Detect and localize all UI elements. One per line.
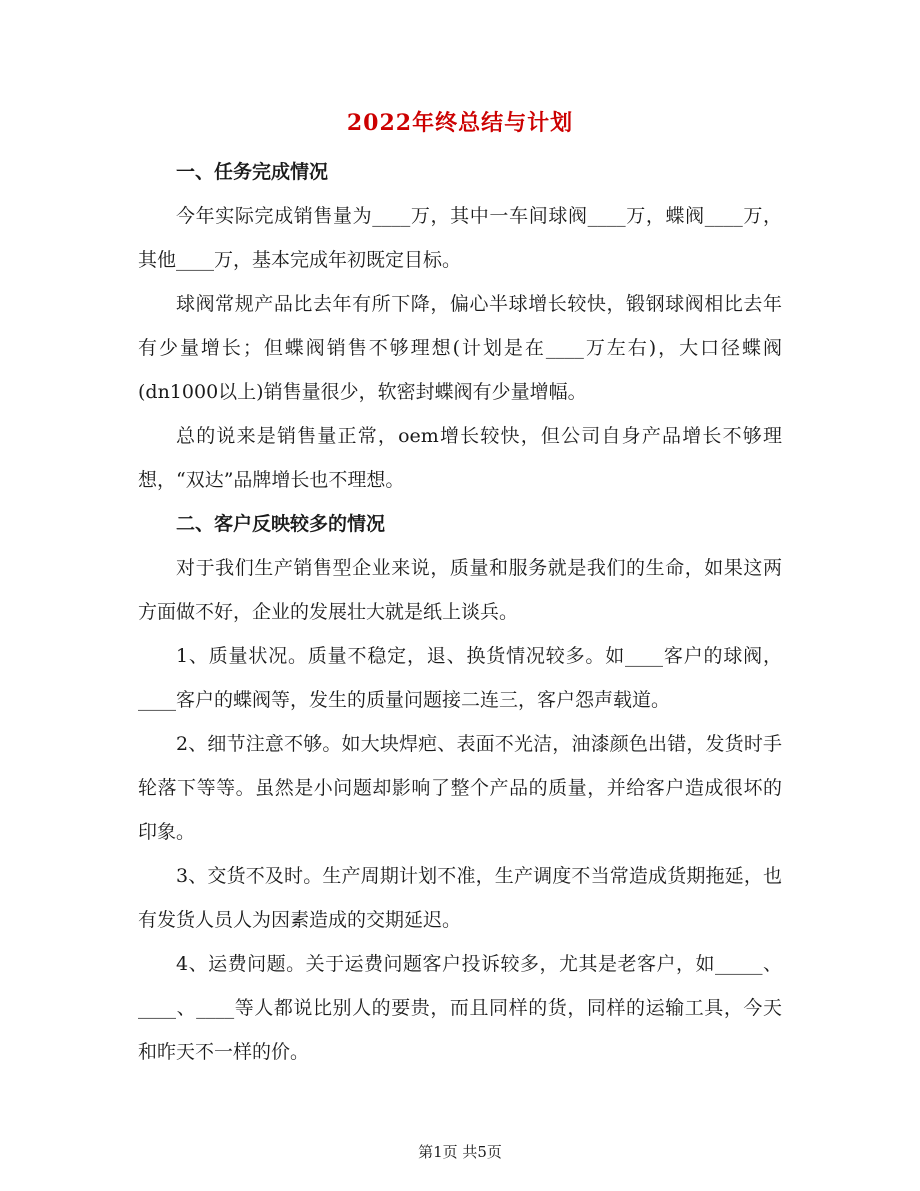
- paragraph-quality-status: 1、质量状况。质量不稳定，退、换货情况较多。如____客户的球阀，____客户的蝶阀等，发生的质量问题接二连三，客户怨声载道。: [138, 645, 782, 711]
- paragraph-quality-and-service: 对于我们生产销售型企业来说，质量和服务就是我们的生命，如果这两方面做不好，企业的发展壮大就是纸上谈兵。: [138, 557, 782, 623]
- document-body: [138, 150, 782, 1074]
- paragraph-delivery: 3、交货不及时。生产周期计划不准，生产调度不当常造成货期拖延，也有发货人员人为因素造成的交期延迟。: [138, 865, 782, 931]
- section-heading-customer-feedback: 二、客户反映较多的情况: [176, 513, 386, 535]
- paragraph-overall-summary: 总的说来是销售量正常，oem增长较快，但公司自身产品增长不够理想，“双达”品牌增长也不理想。: [138, 425, 782, 491]
- page-number-footer: 第1页 共5页: [418, 1143, 502, 1161]
- section-heading-task-completion: 一、任务完成情况: [176, 161, 329, 183]
- document-title: 2022年终总结与计划: [346, 110, 574, 136]
- paragraph-details: 2、细节注意不够。如大块焊疤、表面不光洁，油漆颜色出错，发货时手轮落下等等。虽然是小问题却影响了整个产品的质量，并给客户造成很坏的印象。: [138, 733, 782, 843]
- paragraph-ball-valve-trend: 球阀常规产品比去年有所下降，偏心半球增长较快，锻钢球阀相比去年有少量增长；但蝶阀销售不够理想(计划是在____万左右)，大口径蝶阀(dn1000以上)销售量很少，软密封蝶阀有少量增幅。: [138, 293, 782, 403]
- paragraph-freight: 4、运费问题。关于运费问题客户投诉较多，尤其是老客户，如_____、____、____等人都说比别人的要贵，而且同样的货，同样的运输工具，今天和昨天不一样的价。: [138, 953, 782, 1063]
- paragraph-sales-volume: 今年实际完成销售量为____万，其中一车间球阀____万，蝶阀____万，其他____万，基本完成年初既定目标。: [138, 205, 782, 271]
